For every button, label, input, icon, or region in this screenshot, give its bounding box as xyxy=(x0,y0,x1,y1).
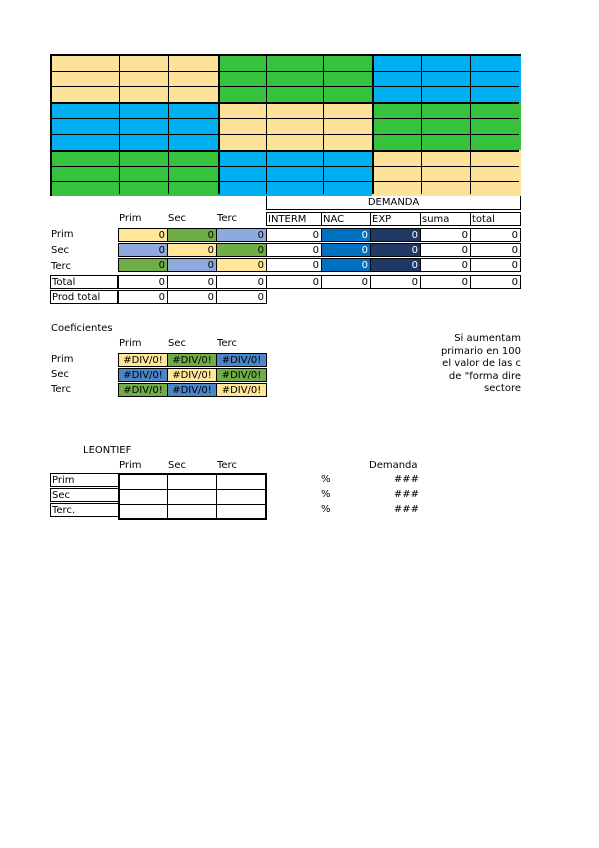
leontief-pct-sign-2: % xyxy=(321,489,331,500)
leontief-title: LEONTIEF xyxy=(83,445,132,456)
cell-prim-total[interactable]: 0 xyxy=(470,228,521,242)
cell-sec-terc[interactable]: 0 xyxy=(216,243,267,257)
leontief-demanda-value-1: ### xyxy=(393,474,419,485)
col-header-prim: Prim xyxy=(119,213,142,224)
cell-prim-sec[interactable]: 0 xyxy=(167,228,217,242)
cell-total-exp[interactable]: 0 xyxy=(370,275,421,289)
coef-terc-terc[interactable]: #DIV/0! xyxy=(216,383,267,397)
cell-prodtotal-prim[interactable]: 0 xyxy=(118,290,168,304)
cell-prim-exp[interactable]: 0 xyxy=(370,228,421,242)
coef-header-prim: Prim xyxy=(119,338,142,349)
row-label-terc: Terc xyxy=(51,261,71,272)
cell-sec-prim[interactable]: 0 xyxy=(118,243,168,257)
block-blue-mid-left xyxy=(52,102,218,150)
leontief-row-sec: Sec xyxy=(50,488,119,502)
cell-prim-interm[interactable]: 0 xyxy=(266,228,322,242)
leontief-row-terc: Terc. xyxy=(50,503,119,517)
cell-terc-total[interactable]: 0 xyxy=(470,258,521,272)
coef-header-sec: Sec xyxy=(168,338,186,349)
note-line-4: de "forma dire xyxy=(448,371,521,382)
cell-total-terc[interactable]: 0 xyxy=(216,275,267,289)
leontief-cell-prim-sec[interactable] xyxy=(168,475,215,488)
cell-prim-nac[interactable]: 0 xyxy=(321,228,371,242)
coef-row-sec: Sec xyxy=(51,369,69,380)
cell-total-total[interactable]: 0 xyxy=(470,275,521,289)
leontief-cell-prim-prim[interactable] xyxy=(120,475,166,488)
row-label-prod-total: Prod total xyxy=(50,290,118,304)
leontief-demanda-label: Demanda xyxy=(369,460,418,471)
coef-row-prim: Prim xyxy=(51,354,74,365)
cell-sec-nac[interactable]: 0 xyxy=(321,243,371,257)
cell-total-suma[interactable]: 0 xyxy=(420,275,471,289)
note-line-3: el valor de las c xyxy=(442,358,521,369)
coeficientes-title: Coeficientes xyxy=(51,323,113,334)
cell-sec-total[interactable]: 0 xyxy=(470,243,521,257)
leontief-pct-sign-3: % xyxy=(321,504,331,515)
cell-sec-exp[interactable]: 0 xyxy=(370,243,421,257)
cell-prim-terc[interactable]: 0 xyxy=(216,228,267,242)
cell-terc-terc[interactable]: 0 xyxy=(216,258,267,272)
col-header-suma: suma xyxy=(420,212,471,226)
block-yellow-mid-mid xyxy=(218,102,372,150)
cell-terc-exp[interactable]: 0 xyxy=(370,258,421,272)
leontief-row-prim: Prim xyxy=(50,473,119,487)
coef-row-terc: Terc xyxy=(51,384,71,395)
coef-prim-sec[interactable]: #DIV/0! xyxy=(167,353,217,367)
col-header-nac: NAC xyxy=(321,212,371,226)
coef-header-terc: Terc xyxy=(217,338,237,349)
block-green-bottom-left xyxy=(52,150,218,196)
cell-terc-suma[interactable]: 0 xyxy=(420,258,471,272)
row-label-sec: Sec xyxy=(51,245,69,256)
row-label-prim: Prim xyxy=(51,229,74,240)
block-yellow-bottom-right xyxy=(372,150,521,196)
col-header-sec: Sec xyxy=(168,213,186,224)
leontief-demanda-value-2: ### xyxy=(393,489,419,500)
cell-sec-interm[interactable]: 0 xyxy=(266,243,322,257)
cell-total-sec[interactable]: 0 xyxy=(167,275,217,289)
color-block-grid xyxy=(50,54,521,196)
demanda-header: DEMANDA xyxy=(266,196,521,210)
cell-terc-sec[interactable]: 0 xyxy=(167,258,217,272)
coef-sec-prim[interactable]: #DIV/0! xyxy=(118,368,168,382)
leontief-cell-prim-terc[interactable] xyxy=(217,475,264,488)
cell-prim-prim[interactable]: 0 xyxy=(118,228,168,242)
leontief-pct-sign-1: % xyxy=(321,474,331,485)
leontief-demanda-value-3: ### xyxy=(393,504,419,515)
col-header-terc: Terc xyxy=(217,213,237,224)
cell-prodtotal-terc[interactable]: 0 xyxy=(216,290,267,304)
col-header-total: total xyxy=(470,212,521,226)
row-label-total: Total xyxy=(50,275,118,289)
cell-total-prim[interactable]: 0 xyxy=(118,275,168,289)
cell-sec-suma[interactable]: 0 xyxy=(420,243,471,257)
coef-terc-sec[interactable]: #DIV/0! xyxy=(167,383,217,397)
cell-prodtotal-sec[interactable]: 0 xyxy=(167,290,217,304)
note-line-2: primario en 100 xyxy=(440,346,521,357)
cell-sec-sec[interactable]: 0 xyxy=(167,243,217,257)
coef-terc-prim[interactable]: #DIV/0! xyxy=(118,383,168,397)
coef-prim-terc[interactable]: #DIV/0! xyxy=(216,353,267,367)
note-line-1: Si aumentam xyxy=(454,333,521,344)
cell-total-interm[interactable]: 0 xyxy=(266,275,322,289)
coef-sec-sec[interactable]: #DIV/0! xyxy=(167,368,217,382)
coef-sec-terc[interactable]: #DIV/0! xyxy=(216,368,267,382)
cell-terc-prim[interactable]: 0 xyxy=(118,258,168,272)
block-blue-bottom-mid xyxy=(218,150,372,196)
coef-prim-prim[interactable]: #DIV/0! xyxy=(118,353,168,367)
col-header-interm: INTERM xyxy=(266,212,322,226)
leontief-header-sec: Sec xyxy=(168,460,186,471)
cell-terc-nac[interactable]: 0 xyxy=(321,258,371,272)
block-yellow-top-left xyxy=(52,56,218,102)
col-header-exp: EXP xyxy=(370,212,421,226)
cell-total-nac[interactable]: 0 xyxy=(321,275,371,289)
block-blue-top-right xyxy=(372,56,521,102)
cell-prim-suma[interactable]: 0 xyxy=(420,228,471,242)
note-line-5: sectore xyxy=(484,383,521,394)
block-green-top-mid xyxy=(218,56,372,102)
block-green-mid-right xyxy=(372,102,521,150)
leontief-header-terc: Terc xyxy=(217,460,237,471)
leontief-header-prim: Prim xyxy=(119,460,142,471)
cell-terc-interm[interactable]: 0 xyxy=(266,258,322,272)
